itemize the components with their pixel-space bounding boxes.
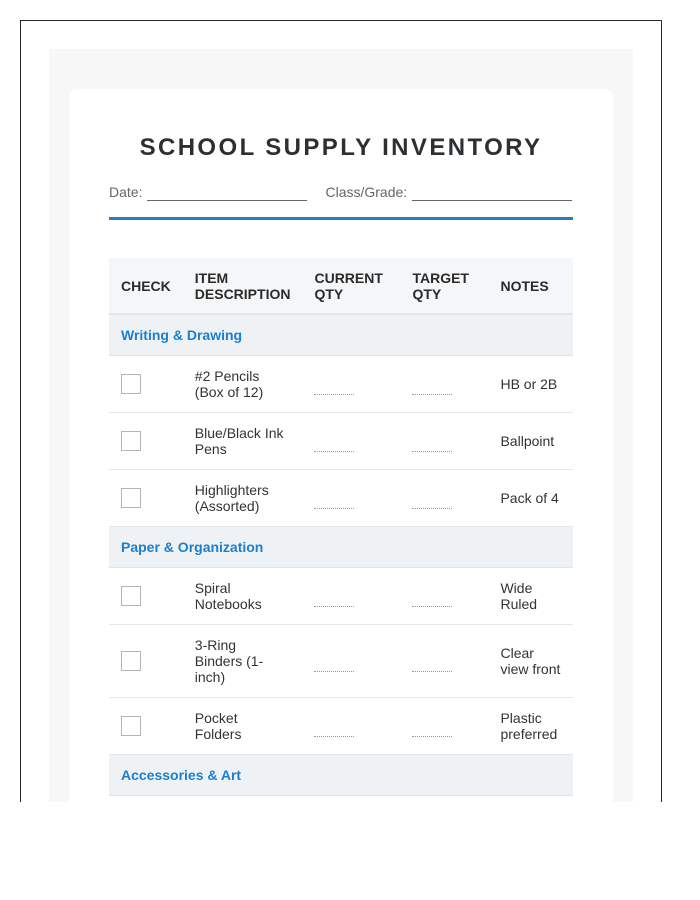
item-text: Binders (1- xyxy=(194,652,264,669)
section-row-writing-drawing xyxy=(109,314,573,355)
item-notes xyxy=(488,624,573,697)
date-field xyxy=(109,183,307,201)
col-header-target-qty xyxy=(400,258,488,314)
date-blank-line[interactable] xyxy=(147,187,307,201)
date-label: Date: xyxy=(109,184,143,200)
item-description xyxy=(183,697,303,754)
col-header-current-line1: CURRENT xyxy=(314,269,383,286)
current-qty-blank[interactable] xyxy=(314,394,354,395)
table-header-row xyxy=(109,258,573,314)
item-text: Notebooks xyxy=(194,595,262,612)
target-qty-blank[interactable] xyxy=(412,736,452,737)
target-qty-cell[interactable] xyxy=(400,355,488,412)
item-description xyxy=(183,412,303,469)
current-qty-cell[interactable] xyxy=(302,355,400,412)
inventory-table xyxy=(109,258,573,796)
header-divider xyxy=(109,217,573,220)
col-header-item-line2: DESCRIPTION xyxy=(194,285,291,302)
inventory-sheet xyxy=(69,89,613,802)
item-notes xyxy=(488,697,573,754)
col-header-current-line2: QTY xyxy=(314,285,344,302)
target-qty-blank[interactable] xyxy=(412,606,452,607)
notes-text: view front xyxy=(500,660,561,677)
target-qty-cell[interactable] xyxy=(400,624,488,697)
col-header-target-line1: TARGET xyxy=(412,269,469,286)
current-qty-blank[interactable] xyxy=(314,508,354,509)
item-text: Pens xyxy=(194,440,227,457)
target-qty-cell[interactable] xyxy=(400,697,488,754)
item-text: (Box of 12) xyxy=(194,383,264,400)
notes-text: preferred xyxy=(500,725,558,742)
current-qty-cell[interactable] xyxy=(302,567,400,624)
section-title: Accessories & Art xyxy=(109,754,573,795)
col-header-target-line2: QTY xyxy=(412,285,442,302)
table-row xyxy=(109,412,573,469)
table-row xyxy=(109,469,573,526)
class-grade-label: Class/Grade: xyxy=(325,184,408,200)
section-title: Writing & Drawing xyxy=(109,314,573,355)
item-description xyxy=(183,624,303,697)
target-qty-blank[interactable] xyxy=(412,394,452,395)
item-checkbox[interactable] xyxy=(121,651,141,671)
current-qty-blank[interactable] xyxy=(314,451,354,452)
item-description xyxy=(183,469,303,526)
item-checkbox[interactable] xyxy=(121,431,141,451)
notes-text: HB or 2B xyxy=(500,375,558,392)
current-qty-cell[interactable] xyxy=(302,697,400,754)
table-row xyxy=(109,697,573,754)
meta-fields xyxy=(109,183,573,201)
class-grade-blank-line[interactable] xyxy=(412,187,572,201)
item-text: Pocket xyxy=(194,709,238,726)
current-qty-cell[interactable] xyxy=(302,624,400,697)
notes-text: Wide xyxy=(500,579,533,596)
notes-text: Plastic xyxy=(500,709,542,726)
item-notes xyxy=(488,412,573,469)
target-qty-cell[interactable] xyxy=(400,469,488,526)
item-text: #2 Pencils xyxy=(194,367,260,384)
table-row xyxy=(109,355,573,412)
current-qty-cell[interactable] xyxy=(302,412,400,469)
item-notes xyxy=(488,567,573,624)
item-text: 3-Ring xyxy=(194,636,237,653)
item-checkbox[interactable] xyxy=(121,716,141,736)
col-header-item xyxy=(183,258,303,314)
notes-text: Ruled xyxy=(500,595,538,612)
item-text: Spiral xyxy=(194,579,231,596)
target-qty-blank[interactable] xyxy=(412,671,452,672)
notes-text: Ballpoint xyxy=(500,432,555,449)
col-header-check: CHECK xyxy=(109,258,183,314)
target-qty-cell[interactable] xyxy=(400,567,488,624)
class-grade-field xyxy=(325,183,572,201)
item-text: inch) xyxy=(194,668,226,685)
current-qty-blank[interactable] xyxy=(314,671,354,672)
item-text: (Assorted) xyxy=(194,497,260,514)
item-notes xyxy=(488,355,573,412)
document-viewport xyxy=(20,20,662,802)
item-description xyxy=(183,567,303,624)
col-header-current-qty xyxy=(302,258,400,314)
target-qty-blank[interactable] xyxy=(412,508,452,509)
current-qty-cell[interactable] xyxy=(302,469,400,526)
item-notes xyxy=(488,469,573,526)
section-row-paper-organization xyxy=(109,526,573,567)
item-text: Highlighters xyxy=(194,481,269,498)
section-row-accessories-art xyxy=(109,754,573,795)
item-checkbox[interactable] xyxy=(121,488,141,508)
col-header-notes: NOTES xyxy=(488,258,573,314)
table-row xyxy=(109,567,573,624)
notes-text: Clear xyxy=(500,644,534,661)
item-checkbox[interactable] xyxy=(121,586,141,606)
notes-text: Pack of 4 xyxy=(500,489,559,506)
target-qty-cell[interactable] xyxy=(400,412,488,469)
item-checkbox[interactable] xyxy=(121,374,141,394)
section-title: Paper & Organization xyxy=(109,526,573,567)
item-description xyxy=(183,355,303,412)
current-qty-blank[interactable] xyxy=(314,606,354,607)
target-qty-blank[interactable] xyxy=(412,451,452,452)
col-header-item-line1: ITEM xyxy=(194,269,229,286)
current-qty-blank[interactable] xyxy=(314,736,354,737)
table-row xyxy=(109,624,573,697)
item-text: Blue/Black Ink xyxy=(194,424,284,441)
item-text: Folders xyxy=(194,725,242,742)
page-background xyxy=(49,49,633,802)
page-title: SCHOOL SUPPLY INVENTORY xyxy=(139,134,543,161)
